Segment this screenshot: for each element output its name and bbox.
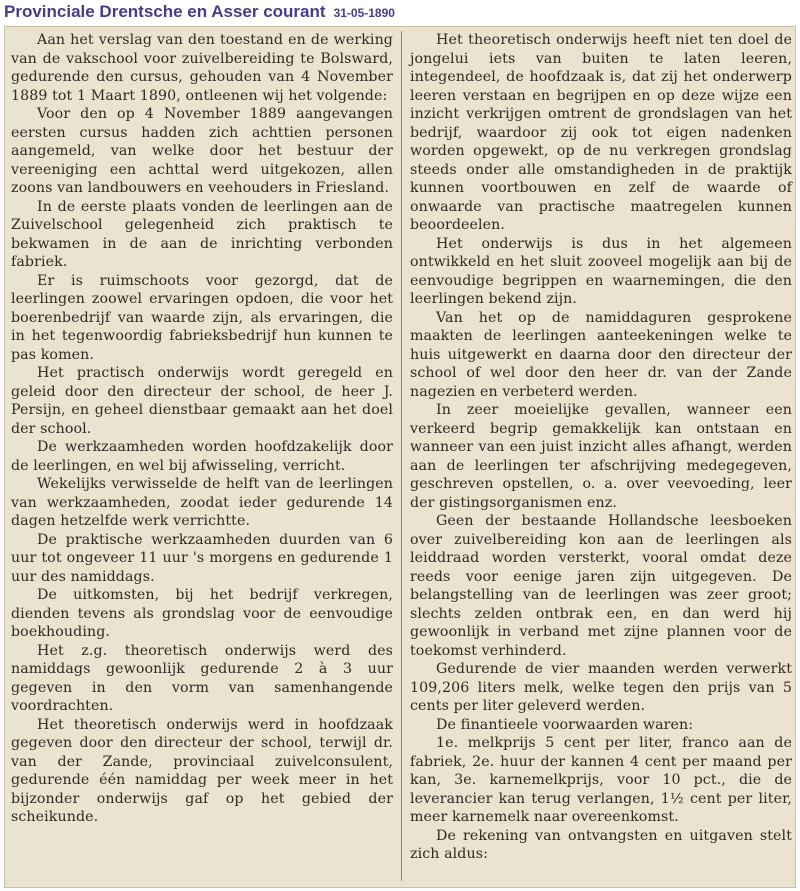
paragraph: Geen der bestaande Hollandsche leesboeken over zuivelbereiding kon aan de leerlingen als leiddraad worden versterkt, vooral omdat deze reeds voor eenige jaren zijn uitgegeven. De belangstelling van de leerlingen was zeer groot; slechts zelden ontbrak een, en dan werd hij gewoonlijk in verband met zijne plannen voor de toekomst verhinderd. [410,513,792,659]
paragraph: Het z.g. theoretisch onderwijs werd des namiddags gewoonlijk gedurende 2 à 3 uur gegeven in den vorm van samenhangende voordrachten. [11,642,393,714]
paragraph: Aan het verslag van den toestand en de werking van de vakschool voor zuivelbereiding te Bolsward, gedurende den cursus, gehouden van 4 November 1889 tot 1 Maart 1890, ontleenen wij het volgende: [11,32,393,104]
column-divider [401,31,402,881]
newspaper-title: Provinciale Drentsche en Asser courant [4,2,326,21]
right-column [410,31,792,864]
paragraph: Het theoretisch onderwijs heeft niet ten doel de jongelui iets van buiten te laten leeren, integendeel, de hoofdzaak is, dat zij het onderwerp leeren verstaan en begrijpen en op deze wijze een inzicht verkrijgen omtrent de grondslagen van het bedrijf, waardoor zij ook tot eigen nadenken worden opgewekt, op de nu verkregen grondslag steeds onder alle omstandigheden in de praktijk kunnen voortbouwen en zelf de waarde of onwaarde van practische maatregelen kunnen beoordeelen. [410,32,792,233]
newspaper-clipping [4,26,796,888]
newspaper-header [0,0,800,26]
paragraph: Er is ruimschoots voor gezorgd, dat de leerlingen zoowel ervaringen opdoen, die voor het boerenbedrijf van waarde zijn, als ervaringen, die in het tegenwoordig fabrieksbedrijf hun kunnen te pas komen. [11,272,393,363]
paragraph: Van het op de namiddaguren gesprokene maakten de leerlingen aanteekeningen welke te huis uitgewerkt en daarna door den directeur der school of wel door den heer dr. van der Zande nagezien en verbeterd werden. [410,309,792,400]
paragraph: De rekening van ontvangsten en uitgaven stelt zich aldus: [410,827,792,862]
paragraph: De uitkomsten, bij het bedrijf verkregen, dienden tevens als grondslag voor de eenvoudige boekhouding. [11,587,393,640]
paragraph: In zeer moeielijke gevallen, wanneer een verkeerd begrip gemakkelijk kan ontstaan en wanneer van een juist inzicht alles afhangt, werden aan de leerlingen ter afschrijving medegegeven, geschreven opstellen, o. a. over veevoeding, leer der gistingsorganismen enz. [410,402,792,511]
paragraph: De praktische werkzaamheden duurden van 6 uur tot ongeveer 11 uur 's morgens en gedurende 1 uur des namiddags. [11,531,393,585]
paragraph: In de eerste plaats vonden de leerlingen aan de Zuivelschool gelegenheid zich praktisch te bekwamen in de aan de inrichting verbonden fabriek. [11,198,393,270]
paragraph: Wekelijks verwisselde de helft van de leerlingen van werkzaamheden, zoodat ieder gedurende 14 dagen hetzelfde werk verrichtte. [11,476,393,529]
paragraph: Het practisch onderwijs wordt geregeld en geleid door den directeur der school, de heer J. Persijn, en geheel dienstbaar gemaakt aan het doel der school. [11,365,393,437]
paragraph: De werkzaamheden worden hoofdzakelijk door de leerlingen, en wel bij afwisseling, verricht. [11,439,393,474]
paragraph: Het theoretisch onderwijs werd in hoofdzaak gegeven door den directeur der school, terwijl dr. van der Zande, provinciaal zuivelconsulent, gedurende één namiddag per week meer in het bijzonder onderwijs gaf op het gebied der scheikunde. [11,716,393,825]
paragraph: De finantieele voorwaarden waren: [436,716,694,733]
paragraph: 1e. melkprijs 5 cent per liter, franco aan de fabriek, 2e. huur der kannen 4 cent per maand per kan, 3e. karnemelkprijs, voor 10 pct., die de leverancier kan terug verlangen, 1½ cent per liter, meer karnemelk naar overeenkomst. [410,735,792,825]
paragraph: Het onderwijs is dus in het algemeen ontwikkeld en het sluit zooveel mogelijk aan bij de eenvoudige begrippen en waarnemingen, die den leerlingen bekend zijn. [410,235,792,307]
publication-date: 31-05-1890 [333,6,395,20]
paragraph: Gedurende de vier maanden werden verwerkt 109,206 liters melk, welke tegen den prijs van 5 cents per liter geleverd werden. [410,661,792,714]
left-column [11,31,393,827]
paragraph: Voor den op 4 November 1889 aangevangen eersten cursus hadden zich achttien personen aangemeld, van welke door het bestuur der vereeniging een achttal werd uitgekozen, allen zoons van landbouwers en veehouders in Friesland. [11,106,393,196]
